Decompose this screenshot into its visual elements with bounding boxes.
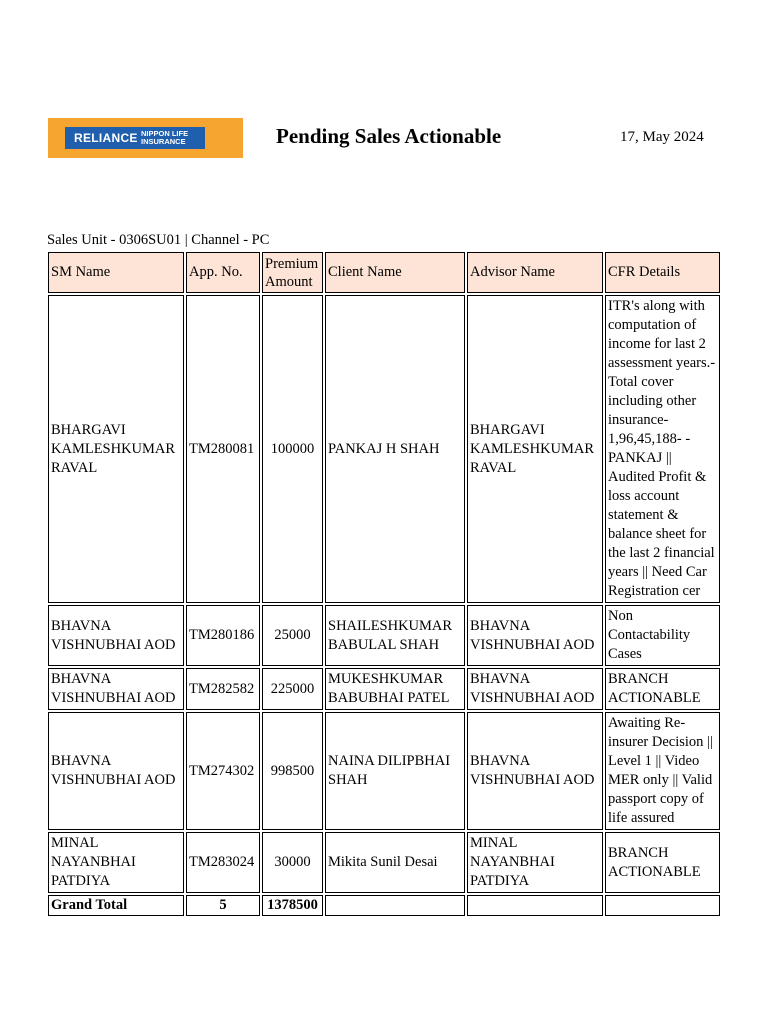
- logo-tagline: [139, 127, 188, 149]
- cell-premium: 100000: [262, 295, 323, 603]
- cell-cfr: ITR's along with computation of income for last 2 assessment years.- Total cover including other insurance- 1,96,45,188- - PANKAJ || Audited Profit & loss account statement & balance sheet for the last 2 financial years || Need Car Registration cer: [605, 295, 720, 603]
- column-header-client-name: Client Name: [325, 252, 465, 293]
- cell-sm-name: BHAVNA VISHNUBHAI AOD: [48, 605, 184, 666]
- cell-cfr: BRANCH ACTIONABLE: [605, 832, 720, 893]
- report-date: 17, May 2024: [620, 129, 704, 145]
- cell-client: SHAILESHKUMAR BABULAL SHAH: [325, 605, 465, 666]
- grand-total-label: Grand Total: [48, 895, 184, 916]
- column-header-premium-amount: Premium Amount: [262, 252, 323, 293]
- cell-sm-name: BHAVNA VISHNUBHAI AOD: [48, 668, 184, 710]
- table-row: [48, 668, 720, 710]
- cell-client: Mikita Sunil Desai: [325, 832, 465, 893]
- column-header-app-no: App. No.: [186, 252, 260, 293]
- cell-cfr: Non Contactability Cases: [605, 605, 720, 666]
- logo-brand-block: [65, 127, 205, 149]
- table-row: [48, 295, 720, 603]
- cell-client: PANKAJ H SHAH: [325, 295, 465, 603]
- cell-premium: 25000: [262, 605, 323, 666]
- column-header-advisor-name: Advisor Name: [467, 252, 603, 293]
- cell-advisor: BHAVNA VISHNUBHAI AOD: [467, 668, 603, 710]
- table-header-row: [48, 252, 720, 293]
- sales-unit-label: Sales Unit - 0306SU01 | Channel - PC: [47, 232, 270, 248]
- cell-app-no: TM274302: [186, 712, 260, 830]
- cell-sm-name: BHARGAVI KAMLESHKUMAR RAVAL: [48, 295, 184, 603]
- logo-brand-text: RELIANCE: [74, 131, 138, 145]
- column-header-sm-name: SM Name: [48, 252, 184, 293]
- cell-app-no: TM283024: [186, 832, 260, 893]
- grand-total-amount: 1378500: [262, 895, 323, 916]
- cell-advisor: BHAVNA VISHNUBHAI AOD: [467, 712, 603, 830]
- page-title: Pending Sales Actionable: [276, 124, 502, 148]
- cell-advisor: MINAL NAYANBHAI PATDIYA: [467, 832, 603, 893]
- logo-tagline-line1: NIPPON LIFE: [141, 128, 189, 138]
- column-header-cfr-details: CFR Details: [605, 252, 720, 293]
- grand-total-empty-cell: [467, 895, 603, 916]
- cell-premium: 225000: [262, 668, 323, 710]
- table-row: [48, 605, 720, 666]
- grand-total-row: [48, 895, 720, 916]
- grand-total-count: 5: [186, 895, 260, 916]
- cell-advisor: BHAVNA VISHNUBHAI AOD: [467, 605, 603, 666]
- cell-premium: 998500: [262, 712, 323, 830]
- cell-cfr: Awaiting Re-insurer Decision || Level 1 || Video MER only || Valid passport copy of life assured: [605, 712, 720, 830]
- cell-premium: 30000: [262, 832, 323, 893]
- table-row: [48, 832, 720, 893]
- cell-advisor: BHARGAVI KAMLESHKUMAR RAVAL: [467, 295, 603, 603]
- pending-sales-table: [46, 250, 722, 918]
- logo-tagline-line2: INSURANCE: [141, 137, 186, 146]
- cell-client: MUKESHKUMAR BABUBHAI PATEL: [325, 668, 465, 710]
- cell-sm-name: MINAL NAYANBHAI PATDIYA: [48, 832, 184, 893]
- cell-client: NAINA DILIPBHAI SHAH: [325, 712, 465, 830]
- cell-app-no: TM280186: [186, 605, 260, 666]
- table-row: [48, 712, 720, 830]
- cell-cfr: BRANCH ACTIONABLE: [605, 668, 720, 710]
- grand-total-empty-cell: [325, 895, 465, 916]
- cell-app-no: TM282582: [186, 668, 260, 710]
- cell-app-no: TM280081: [186, 295, 260, 603]
- company-logo: [48, 118, 243, 158]
- grand-total-empty-cell: [605, 895, 720, 916]
- cell-sm-name: BHAVNA VISHNUBHAI AOD: [48, 712, 184, 830]
